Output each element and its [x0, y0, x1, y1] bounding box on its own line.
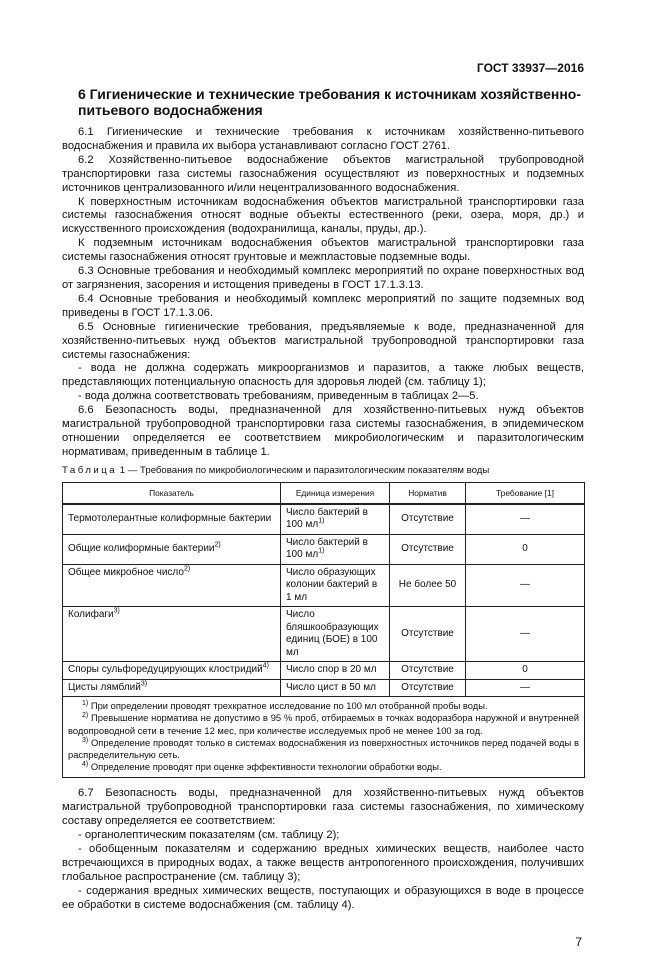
indicator-text: Цисты лямблий	[68, 681, 141, 693]
footnote-text: Определение проводят только в системах водоснабжения из поверхностных источников перед подачей воды в распределительную сеть.	[68, 736, 579, 761]
footnotes-row	[63, 697, 585, 778]
footnote-ref: 1)	[318, 517, 325, 525]
document-code: ГОСТ 33937—2016	[476, 61, 584, 75]
table-footnotes	[63, 697, 585, 778]
table-row	[63, 662, 585, 680]
table-title: 1 — Требования по микробиологическим и паразитологическим показателям воды	[117, 464, 490, 476]
column-header: Требование [1]	[466, 482, 585, 504]
page-number: 7	[575, 934, 582, 949]
requirement-cell: —	[466, 607, 585, 662]
footnote-mark: 3)	[82, 736, 89, 744]
footnote-ref: 2)	[183, 565, 191, 573]
column-header: Единица измерения	[281, 482, 390, 504]
unit-cell	[281, 534, 390, 564]
footnote-text: Превышение норматива не допустимо в 95 % проб, отбираемых в точках водоразбора наружной и внутренней водопроводной сети в течение 12 мес, при количестве исследуемых проб не менее 100 за год.	[68, 712, 579, 736]
footnote-text: При определении проводят трехкратное исследование по 100 мл отобранной пробы воды.	[88, 700, 488, 712]
body-text-bottom	[62, 787, 584, 912]
requirement-cell: —	[466, 564, 585, 607]
unit-text: Число образующих колонии бактерий в 1 мл	[286, 566, 378, 603]
section-title: 6 Гигиенические и технические требования к источникам хозяйственно-питьевого водоснабжения	[78, 86, 582, 118]
table-label: Таблица	[62, 464, 118, 476]
paragraph: 6.5 Основные гигиенические требования, предъявляемые к воде, предназначенной для хозяйственно-питьевых нужд объектов магистральной трубопроводной транспортировки газа системы газоснабжения:	[62, 320, 584, 361]
requirement-cell: —	[466, 504, 585, 535]
norm-cell: Отсутствие	[390, 534, 466, 564]
indicator-text: Колифаги	[68, 609, 114, 621]
indicator-text: Споры сульфоредуцирующих клостридий	[68, 664, 263, 676]
norm-cell: Не более 50	[390, 564, 466, 607]
paragraph: 6.3 Основные требования и необходимый комплекс мероприятий по охране поверхностных вод от загрязнения, засорения и истощения приведены в ГОСТ 17.1.3.13.	[62, 265, 584, 291]
body-text-top	[62, 126, 584, 460]
norm-cell: Отсутствие	[390, 662, 466, 680]
footnote-ref: 3)	[113, 607, 120, 615]
footnote-ref: 2)	[214, 541, 221, 549]
list-item: - содержания вредных химических веществ, поступающих и образующихся в воде в процессе ее обработки в системе водоснабжения (см. таблицу 4).	[62, 884, 584, 911]
indicator-cell	[63, 534, 281, 564]
footnote-ref: 4)	[262, 662, 269, 670]
unit-text: Число бактерий в 100 мл	[286, 536, 368, 561]
requirement-cell: 0	[466, 534, 585, 564]
paragraph: 6.2 Хозяйственно-питьевое водоснабжение объектов магистральной трубопроводной транспортировки газа системы газоснабжения осуществляют из поверхностных и подземных источников централизованного и/или нецентрализованного водоснабжения.	[62, 153, 584, 194]
footnote	[68, 761, 579, 773]
table-header-row	[63, 482, 585, 504]
indicator-cell	[63, 504, 281, 535]
unit-text: Число спор в 20 мл	[286, 664, 377, 676]
unit-cell	[281, 564, 390, 607]
requirement-cell: —	[466, 679, 585, 697]
footnote-ref: 1)	[318, 547, 325, 555]
table-row	[63, 564, 585, 607]
table-row	[63, 679, 585, 697]
indicator-cell	[63, 607, 281, 662]
norm-cell: Отсутствие	[390, 607, 466, 662]
unit-cell	[281, 504, 390, 535]
column-header: Норматив	[390, 482, 466, 504]
footnote-mark: 2)	[82, 712, 89, 720]
footnote	[68, 700, 579, 712]
indicator-text: Общие колиформные бактерии	[68, 543, 215, 554]
footnote	[68, 712, 579, 736]
norm-cell: Отсутствие	[390, 504, 466, 535]
footnote-mark: 1)	[82, 700, 89, 708]
unit-cell	[281, 662, 390, 680]
unit-text: Число бляшкообразующих единиц (БОЕ) в 100 мл	[286, 609, 379, 658]
table-row	[63, 504, 585, 535]
indicator-cell	[63, 662, 281, 680]
paragraph: 6.4 Основные требования и необходимый комплекс мероприятий по защите подземных вод приведены в ГОСТ 17.1.3.06.	[62, 292, 584, 319]
footnote-text: Определение проводят при оценке эффективности технологии обработки воды.	[88, 761, 442, 773]
paragraph: 6.6 Безопасность воды, предназначенной для хозяйственно-питьевых нужд объектов магистральной трубопроводной транспортировки газа системы газоснабжения, в эпидемическом отношении определяется ее соответствием микробиологическим и паразитологическим нормативам, приведенным в таблице 1.	[62, 404, 584, 458]
indicator-cell	[63, 564, 281, 607]
table-caption	[62, 465, 584, 477]
footnote-mark: 4)	[82, 761, 89, 769]
norm-cell: Отсутствие	[390, 679, 466, 697]
table-row	[63, 534, 585, 564]
paragraph: 6.1 Гигиенические и технические требования к источникам хозяйственно-питьевого водоснабжения и правила их выбора устанавливают согласно ГОСТ 2761.	[62, 126, 584, 152]
list-item: - органолептическим показателям (см. таблицу 2);	[78, 829, 340, 842]
footnote	[68, 737, 579, 761]
footnote-ref: 3)	[140, 680, 148, 688]
list-item: - вода не должна содержать микроорганизмов и паразитов, а также любых веществ, представляющих потенциальную опасность для здоровья людей (см. таблицу 1);	[62, 362, 584, 389]
unit-cell	[281, 679, 390, 697]
paragraph: К поверхностным источникам водоснабжения объектов магистральной транспортировки газа системы газоснабжения относят водные объекты естественного (реки, озера, моря, др.) и искусственного происхождения (водохранилища, каналы, пруды, др.).	[62, 195, 584, 236]
list-item: - обобщенным показателям и содержанию вредных химических веществ, наиболее часто встречающихся в природных водах, а также веществ антропогенного происхождения, получивших глобальное распространение (см. таблицу 3);	[62, 843, 584, 883]
indicator-text: Общее микробное число	[68, 566, 184, 578]
indicator-cell	[63, 679, 281, 697]
requirement-cell: 0	[466, 662, 585, 680]
indicator-text: Термотолерантные колиформные бактерии	[68, 513, 272, 524]
paragraph: 6.7 Безопасность воды, предназначенной для хозяйственно-питьевых нужд объектов магистральной трубопроводной транспортировки газа системы газоснабжения, по химическому составу определяется ее соответствием:	[62, 787, 584, 828]
unit-cell	[281, 607, 390, 662]
list-item: - вода должна соответствовать требованиям, приведенным в таблицах 2—5.	[78, 390, 479, 403]
paragraph: К подземным источникам водоснабжения объектов магистральной транспортировки газа системы газоснабжения относят грунтовые и межпластовые подземные воды.	[62, 237, 584, 264]
unit-text: Число бактерий в 100 мл	[286, 506, 368, 531]
requirements-table	[62, 482, 585, 779]
unit-text: Число цист в 50 мл	[286, 681, 376, 693]
table-row	[63, 607, 585, 662]
column-header: Показатель	[63, 482, 281, 504]
